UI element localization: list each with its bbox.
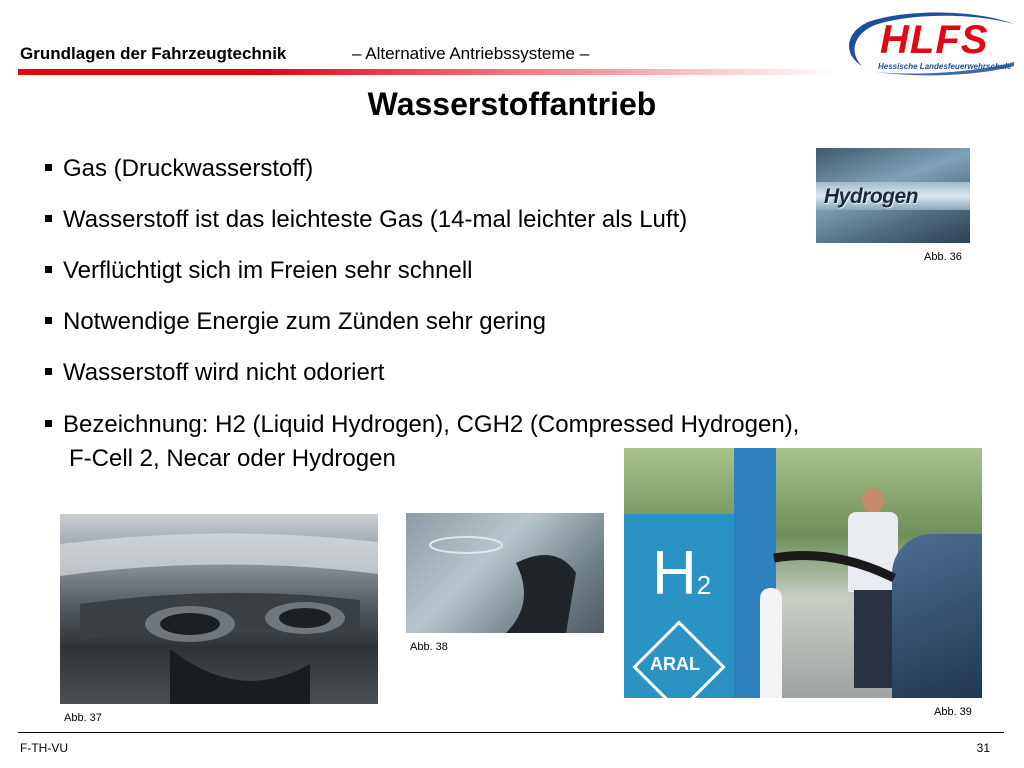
logo-wordmark: HLFS: [880, 18, 989, 62]
aral-brand-text: ARAL: [650, 654, 700, 674]
fuel-hose-icon: [624, 448, 982, 698]
course-title: Grundlagen der Fahrzeugtechnik: [20, 44, 287, 63]
bullet-item: [45, 152, 313, 186]
square-bullet-icon: [45, 266, 52, 273]
page-number: 31: [976, 741, 990, 755]
logo-subtext: Hessische Landesfeuerwehrschule: [878, 62, 1012, 71]
slide-title: Wasserstoffantrieb: [367, 86, 657, 122]
square-bullet-icon: [45, 215, 52, 222]
h2-station-photo: [624, 448, 982, 698]
h2-subscript: 2: [696, 570, 712, 600]
exhaust-illustration-icon: [60, 514, 378, 704]
course-subtitle: – Alternative Antriebssysteme –: [352, 44, 590, 63]
caption-abb39: Abb. 39: [934, 706, 972, 718]
bullet-item: [45, 356, 384, 390]
footer-divider: [18, 732, 1004, 733]
square-bullet-icon: [45, 164, 52, 171]
bullet-text: Verflüchtigt sich im Freien sehr schnell: [63, 257, 473, 284]
square-bullet-icon: [45, 420, 52, 427]
bullet-continuation: F-Cell 2, Necar oder Hydrogen: [69, 445, 396, 472]
square-bullet-icon: [45, 317, 52, 324]
bullet-item: [45, 305, 546, 339]
caption-abb37: Abb. 37: [64, 712, 102, 724]
bullet-text: Wasserstoff wird nicht odoriert: [63, 359, 385, 386]
hlfs-logo: [838, 10, 1016, 76]
bullet-item: [45, 203, 687, 237]
hydrogen-badge-text: Hydrogen: [824, 185, 919, 208]
header-divider: [18, 69, 838, 75]
bullet-text: Bezeichnung: H2 (Liquid Hydrogen), CGH2 (Compressed Hydrogen),: [63, 411, 800, 438]
bullet-text: Wasserstoff ist das leichteste Gas (14-mal leichter als Luft): [63, 206, 688, 233]
footer-code: F-TH-VU: [20, 741, 68, 755]
bullet-item: [45, 254, 473, 288]
h2-letter: H: [652, 539, 697, 608]
caption-abb36: Abb. 36: [924, 251, 962, 263]
hydrogen-badge-photo: [816, 148, 970, 243]
square-bullet-icon: [45, 368, 52, 375]
bullet-text: Gas (Druckwasserstoff): [63, 155, 314, 182]
exhaust-photo: [60, 514, 378, 704]
fuel-flap-photo: [406, 513, 604, 633]
fuel-flap-illustration-icon: [406, 513, 604, 633]
caption-abb38: Abb. 38: [410, 641, 448, 653]
bullet-text: Notwendige Energie zum Zünden sehr gering: [63, 308, 546, 335]
